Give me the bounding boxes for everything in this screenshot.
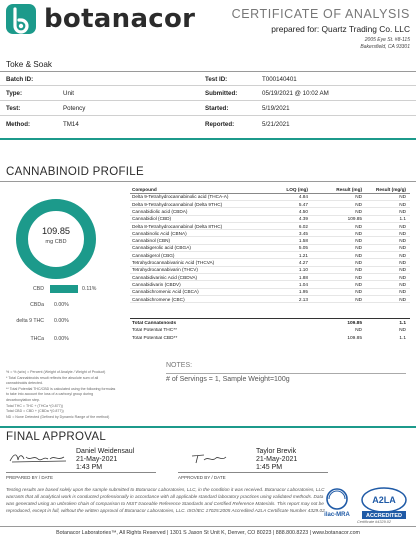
table-cell: 4.39 xyxy=(298,216,308,222)
batch-id-label: Batch ID: xyxy=(6,76,34,83)
footnote-line: * Total Cannabinoids result reflects the absolute sum of all xyxy=(6,375,99,380)
table-cell: Cannabidiolic acid (CBDA) xyxy=(132,208,188,214)
table-cell: ND xyxy=(355,238,362,244)
test-label: Test: xyxy=(6,105,21,112)
table-row xyxy=(130,296,410,303)
notes-title: NOTES: xyxy=(166,362,193,369)
table-cell: Cannabidivarinic Acid (CBDVA) xyxy=(132,274,198,280)
prepared-by-name: Daniel Weidensaul xyxy=(76,448,135,455)
table-cell: ND xyxy=(355,267,362,273)
table-cell: 2.13 xyxy=(298,296,308,302)
table-cell: Cannabichromenic Acid (CBCA) xyxy=(132,289,199,295)
table-row xyxy=(130,201,410,208)
table-row xyxy=(130,194,410,201)
type-label: Type: xyxy=(6,90,23,97)
reported-value: 5/21/2021 xyxy=(262,121,290,128)
table-cell: Cannabidiol (CBD) xyxy=(132,216,172,222)
table-cell: Tetrahydrocannabivarin (THCV) xyxy=(132,267,198,273)
footnote-line: cannabinoids detected. xyxy=(6,381,43,386)
table-cell: Delta 9-Tetrahydrocannabinol (Delta 9THC) xyxy=(132,201,223,207)
totals-cell: Total Potential THC** xyxy=(132,328,177,334)
legend-value: 0.00% xyxy=(54,302,69,308)
table-cell: 1.10 xyxy=(298,267,308,273)
signature-line xyxy=(6,472,156,473)
row-divider xyxy=(0,85,416,86)
donut-total-value: 109.85 xyxy=(41,226,71,236)
started-value: 5/19/2021 xyxy=(262,105,290,112)
footnote-line: Total THC = THC + (THCa *(0.877)) xyxy=(6,403,63,408)
table-cell: 4.27 xyxy=(298,260,308,266)
type-value: Unit xyxy=(63,90,75,97)
accredited-text: ACCREDITED xyxy=(365,513,403,519)
submitted-label: Submitted: xyxy=(205,90,238,97)
table-cell: 1.21 xyxy=(298,252,308,258)
totals-cell: 109.85 xyxy=(347,335,362,341)
table-row xyxy=(130,208,410,215)
profile-title: CANNABINOID PROFILE xyxy=(6,166,144,178)
table-cell: Delta 8-Tetrahydrocannabinol (Delta 8THC) xyxy=(132,223,223,229)
divider xyxy=(0,71,416,72)
approved-by-time: 1:45 PM xyxy=(256,464,283,471)
footnote-line: ** Total Potential THC/CBD is calculated using the following formulas xyxy=(6,386,116,391)
table-cell: Cannabigerolic acid (CBGA) xyxy=(132,245,191,251)
divider xyxy=(0,181,416,182)
footnote-line: ND = None Detected (Defined by Dynamic Range of the method) xyxy=(6,414,110,419)
table-cell: ND xyxy=(399,245,406,251)
table-cell: Cannabigerol (CBG) xyxy=(132,252,175,258)
table-cell: Delta 9-Tetrahydrocannabinolic acid (THCA-A) xyxy=(132,194,229,200)
totals-row xyxy=(130,327,410,334)
ilac-mra-logo-icon xyxy=(320,487,354,519)
section-divider xyxy=(0,138,416,140)
footer-text: Botanacor Laboratories™, All Rights Reserved | 1301 S Jason St Unit K, Denver, CO 80223 | 888.800.8223 | www.botanacor.com xyxy=(56,530,360,536)
legend-label: THCa xyxy=(30,336,44,342)
row-divider xyxy=(0,100,416,101)
table-cell: ND xyxy=(399,267,406,273)
table-cell: ND xyxy=(355,223,362,229)
table-cell: 4.50 xyxy=(298,208,308,214)
table-row xyxy=(130,245,410,252)
prepared-by-date: 21-May-2021 xyxy=(76,456,118,463)
table-cell: 1.88 xyxy=(298,274,308,280)
col-header-result-mg: Result (mg) xyxy=(336,186,362,192)
test-value: Potency xyxy=(63,105,86,112)
table-cell: Cannabinol (CBN) xyxy=(132,238,171,244)
divider xyxy=(0,526,416,527)
ilac-text: ilac-MRA xyxy=(324,512,350,518)
legend-label: CBD xyxy=(33,286,44,292)
submitted-value: 05/19/2021 @ 10:02 AM xyxy=(262,90,329,97)
table-cell: 1.04 xyxy=(298,282,308,287)
test-id-label: Test ID: xyxy=(205,76,228,83)
table-cell: ND xyxy=(355,289,362,295)
footnote-line: to take into account the loss of a carboxyl group during xyxy=(6,392,94,397)
footnote-line: decarboxylation step. xyxy=(6,398,40,402)
totals-cell: 1.1 xyxy=(399,321,406,327)
totals-cell: 109.85 xyxy=(347,321,362,327)
col-header-loq: LOQ (mg) xyxy=(286,186,308,192)
brand-name: botanacor xyxy=(44,4,196,34)
table-cell: 1.58 xyxy=(298,238,308,244)
prepared-signature-icon xyxy=(8,451,70,465)
certificate-number: Certificate #4329.02 xyxy=(357,520,391,524)
table-cell: Tetrahydrocannabivarinic Acid (THCVA) xyxy=(132,260,215,266)
table-cell: Cannabichromene (CBC) xyxy=(132,296,185,302)
table-cell: ND xyxy=(399,274,406,280)
table-cell: 5.47 xyxy=(298,201,308,207)
table-cell: ND xyxy=(399,223,406,229)
table-cell: ND xyxy=(399,296,406,302)
table-cell: ND xyxy=(399,282,406,287)
footnote-line: Total CBD = CBD + (CBDa *(0.877)) xyxy=(6,409,64,414)
approved-signature-icon xyxy=(190,451,230,465)
table-cell: ND xyxy=(399,208,406,214)
table-cell: 6.02 xyxy=(298,223,308,229)
totals-cell: ND xyxy=(399,328,406,334)
table-row xyxy=(130,216,410,223)
a2la-accredited-logo-icon xyxy=(358,486,410,520)
legend-value: 0.11% xyxy=(82,286,97,292)
botanacor-logo-icon xyxy=(6,4,36,34)
donut-unit: mg CBD xyxy=(45,239,67,245)
table-row xyxy=(130,259,410,266)
client-address-line1: 2005 Eye St. #8-115 xyxy=(364,37,410,43)
started-label: Started: xyxy=(205,105,229,112)
totals-table xyxy=(130,320,410,342)
col-header-compound: Compound xyxy=(132,186,157,192)
test-id-value: T000140401 xyxy=(262,76,297,83)
approved-by-date: 21-May-2021 xyxy=(256,456,298,463)
approval-title: FINAL APPROVAL xyxy=(6,431,107,443)
client-address-line2: Bakersfield, CA 93301 xyxy=(360,44,410,50)
prepared-by-time: 1:43 PM xyxy=(76,464,103,471)
table-cell: Cannabidivarin (CBDV) xyxy=(132,282,181,287)
table-row xyxy=(130,223,410,230)
table-cell: ND xyxy=(399,260,406,266)
table-row xyxy=(130,252,410,259)
table-row xyxy=(130,274,410,281)
table-cell: 3.45 xyxy=(298,230,308,236)
table-cell: ND xyxy=(355,260,362,266)
table-cell: ND xyxy=(355,208,362,214)
legend-value: 0.00% xyxy=(54,318,69,324)
footnote-line: % = % (w/w) = Percent (Weight of Analyte / Weight of Product) xyxy=(6,370,106,374)
table-cell: 1.95 xyxy=(298,289,308,295)
prepared-by-label: PREPARED BY / DATE xyxy=(6,475,54,480)
table-cell: ND xyxy=(399,194,406,200)
totals-cell: Total Cannabinoids xyxy=(132,321,177,327)
table-row xyxy=(130,230,410,237)
table-cell: ND xyxy=(399,289,406,295)
notes-divider xyxy=(166,373,406,374)
table-cell: ND xyxy=(355,245,362,251)
legend-label: delta 9 THC xyxy=(16,318,44,324)
totals-divider xyxy=(130,318,410,319)
signature-line xyxy=(178,472,328,473)
table-cell: ND xyxy=(355,230,362,236)
totals-cell: ND xyxy=(355,328,362,334)
table-row xyxy=(130,267,410,274)
sample-name: Toke & Soak xyxy=(6,60,52,69)
table-row xyxy=(130,289,410,296)
totals-cell: 1.1 xyxy=(399,335,406,341)
table-cell: 4.84 xyxy=(298,194,308,200)
table-header-row xyxy=(130,186,410,194)
method-value: TM14 xyxy=(63,121,79,128)
table-cell: ND xyxy=(399,230,406,236)
legend-label: CBDa xyxy=(30,302,44,308)
reported-label: Reported: xyxy=(205,121,235,128)
totals-cell: Total Potential CBD** xyxy=(132,335,178,341)
table-cell: ND xyxy=(355,274,362,280)
table-cell: ND xyxy=(399,201,406,207)
prepared-for: prepared for: Quartz Trading Co. LLC xyxy=(271,24,410,34)
row-divider xyxy=(0,115,416,116)
cannabinoid-table xyxy=(130,186,410,303)
table-cell: 1.1 xyxy=(399,216,406,222)
table-cell: Cannabinolic Acid (CBNA) xyxy=(132,230,187,236)
table-cell: ND xyxy=(399,238,406,244)
legend-value: 0.00% xyxy=(54,336,69,342)
approved-by-name: Taylor Brevik xyxy=(256,448,297,455)
totals-row xyxy=(130,335,410,342)
table-row xyxy=(130,237,410,244)
table-cell: 109.85 xyxy=(347,216,362,222)
table-cell: ND xyxy=(399,252,406,258)
notes-text: # of Servings = 1, Sample Weight=100g xyxy=(166,376,290,383)
table-cell: ND xyxy=(355,296,362,302)
table-cell: ND xyxy=(355,252,362,258)
table-cell: ND xyxy=(355,194,362,200)
table-cell: 5.05 xyxy=(298,245,308,251)
disclaimer-text: Testing results are based solely upon the sample submitted to Botanacor Laboratories, LLC, in the condition it was received. Botanacor Laboratories, LLC warrants that all analytical work is conducted professionally in accordance with all applicable standard laboratory practices using validated methods. Data was generated using an unbroken chain of comparison to NIST traceable Reference Standards and Certified Reference Materials. This report may not be reproduced, except in full, without the written approval of Botanacor Laboratories, LLC. ISO/IEC 17025:2005 Accredited A2LA Certificate Number 4329.02 xyxy=(6,487,325,513)
approved-by-label: APPROVED BY / DATE xyxy=(178,475,226,480)
table-row xyxy=(130,281,410,288)
legend-bar xyxy=(50,285,78,293)
section-divider xyxy=(0,426,416,428)
table-cell: ND xyxy=(355,282,362,287)
method-label: Method: xyxy=(6,121,31,128)
certificate-title: CERTIFICATE OF ANALYSIS xyxy=(231,7,410,21)
col-header-result-mgg: Result (mg/g) xyxy=(376,186,406,192)
totals-row xyxy=(130,320,410,327)
table-cell: ND xyxy=(355,201,362,207)
svg-text:A2LA: A2LA xyxy=(372,495,396,505)
